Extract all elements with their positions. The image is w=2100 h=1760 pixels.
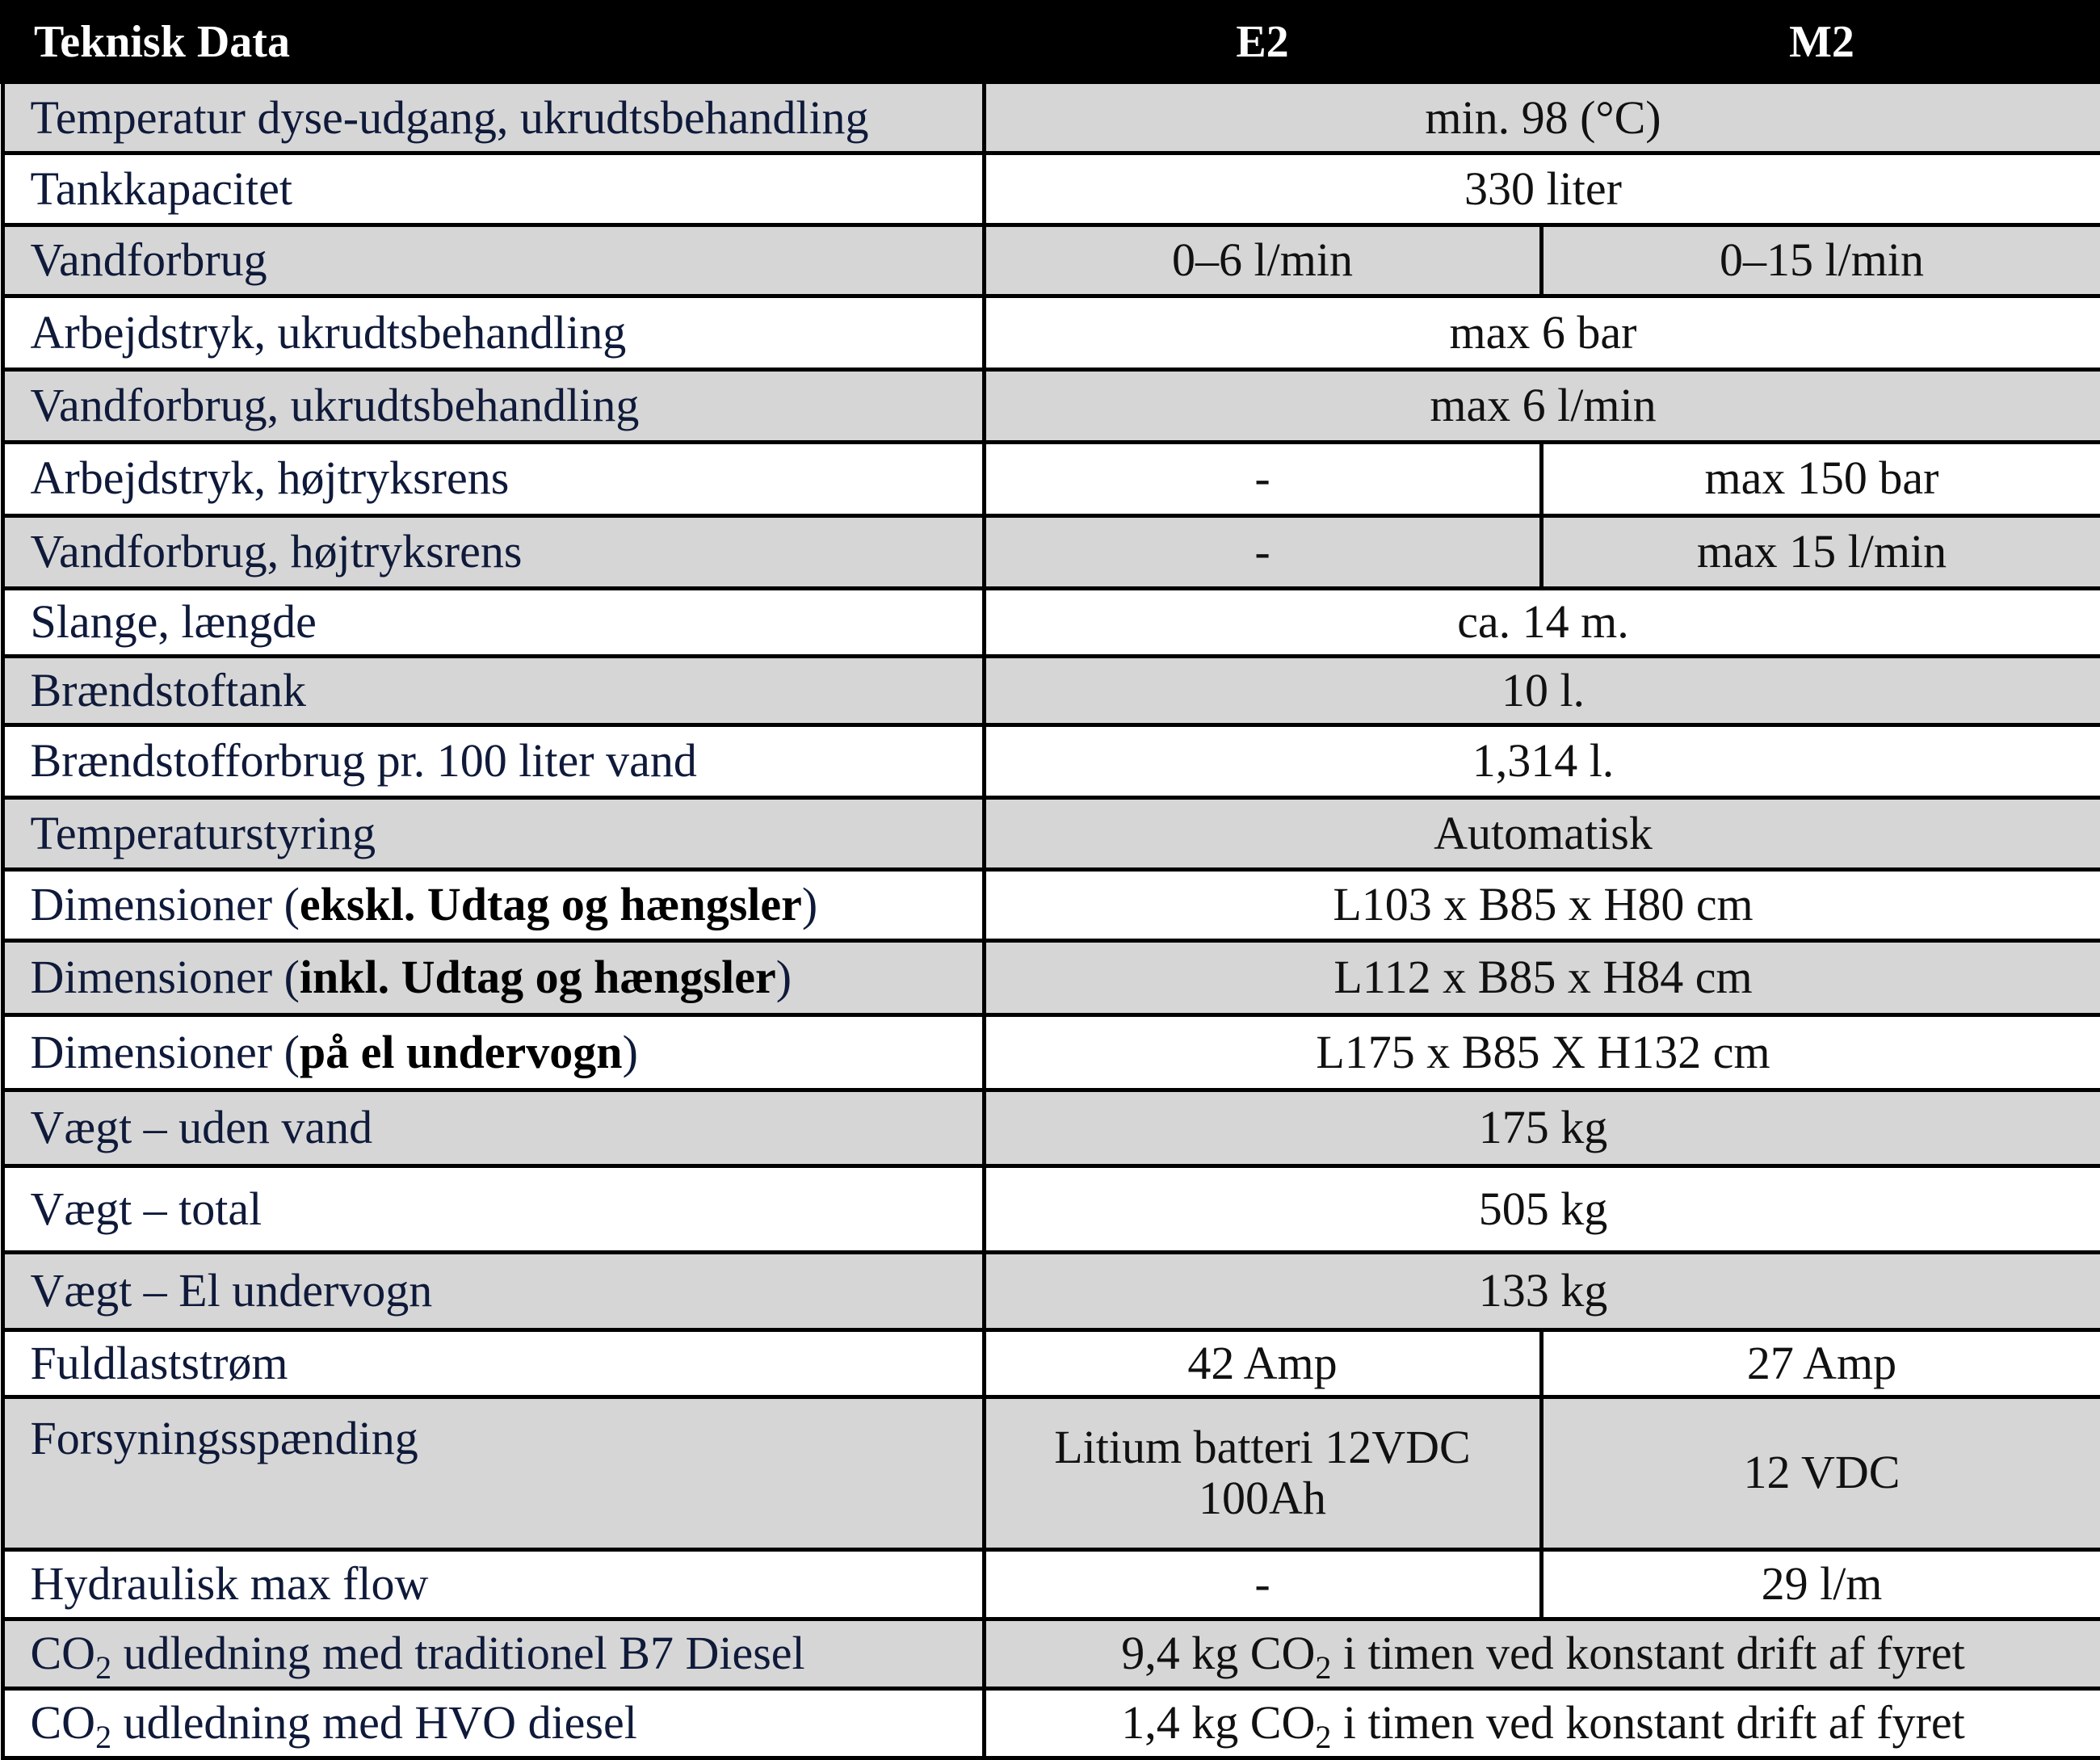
header-m2: M2 [1541,2,2100,82]
row-value: 175 kg [984,1090,2100,1166]
table-row [2,1689,2100,1758]
row-value: Automatisk [984,798,2100,869]
table-row [2,515,2100,588]
row-label: Vægt – El undervogn [2,1252,984,1329]
row-value-e2: 0–6 l/min [984,225,1541,296]
table-row [2,153,2100,225]
row-label: Forsyningsspænding [2,1397,984,1549]
row-label: Vandforbrug, højtryksrens [2,515,984,588]
row-label: Temperatur dyse-udgang, ukrudtsbehandling [2,82,984,153]
row-value-e2: 42 Amp [984,1330,1541,1397]
row-value: min. 98 (°C) [984,82,2100,153]
table-row [2,725,2100,797]
row-value-e2: - [984,443,1541,515]
row-value: L103 x B85 x H80 cm [984,869,2100,940]
table-row [2,225,2100,296]
row-label: Tankkapacitet [2,153,984,225]
table-row [2,1166,2100,1253]
row-value: 1,4 kg $CO_2$ i timen ved konstant drift af fyret [984,1689,2100,1758]
table-row [2,798,2100,869]
row-label: Vandforbrug, ukrudtsbehandling [2,369,984,442]
table-row [2,443,2100,515]
row-label: Arbejdstryk, ukrudtsbehandling [2,296,984,369]
table-row [2,1330,2100,1397]
row-label: Fuldlaststrøm [2,1330,984,1397]
header-row [2,2,2100,82]
header-teknisk-data: Teknisk Data [2,2,984,82]
row-label: Brændstofforbrug pr. 100 liter vand [2,725,984,797]
row-label: Temperaturstyring [2,798,984,869]
row-value-m2: 12 VDC [1541,1397,2100,1549]
row-value: 330 liter [984,153,2100,225]
row-value: ca. 14 m. [984,588,2100,656]
row-value: L175 x B85 X H132 cm [984,1015,2100,1090]
row-label: Dimensioner (inkl. Udtag og hængsler) [2,941,984,1015]
row-label: Dimensioner (ekskl. Udtag og hængsler) [2,869,984,940]
table-row [2,82,2100,153]
row-value-m2: max 15 l/min [1541,515,2100,588]
row-value: 9,4 kg $CO_2$ i timen ved konstant drift af fyret [984,1619,2100,1688]
table-row [2,588,2100,656]
row-value-m2: 0–15 l/min [1541,225,2100,296]
row-label: Vandforbrug [2,225,984,296]
table-row [2,369,2100,442]
row-value: 505 kg [984,1166,2100,1253]
row-value-e2-line1: Litium batteri 12VDC [1054,1421,1471,1473]
table-row [2,1015,2100,1090]
row-value-e2: - [984,1549,1541,1619]
row-value-m2: 29 l/m [1541,1549,2100,1619]
table-row [2,296,2100,369]
table-row [2,941,2100,1015]
table-row [2,1619,2100,1688]
row-label: $CO_2$ udledning med HVO diesel [2,1689,984,1758]
row-value: 133 kg [984,1252,2100,1329]
row-label: Slange, længde [2,588,984,656]
row-label: $CO_2$ udledning med traditionel B7 Diesel [2,1619,984,1688]
table-row [2,1090,2100,1166]
row-value-m2: max 150 bar [1541,443,2100,515]
row-value: max 6 l/min [984,369,2100,442]
table-row [2,1549,2100,1619]
table-row [2,869,2100,940]
header-e2: E2 [984,2,1541,82]
row-value: max 6 bar [984,296,2100,369]
row-value-e2: - [984,515,1541,588]
row-value-e2-line2: 100Ah [1199,1471,1326,1524]
row-value: L112 x B85 x H84 cm [984,941,2100,1015]
row-value: 10 l. [984,657,2100,725]
table-row [2,1397,2100,1549]
row-label: Hydraulisk max flow [2,1549,984,1619]
row-label: Vægt – uden vand [2,1090,984,1166]
table-row [2,657,2100,725]
row-value-e2 [984,1397,1541,1549]
row-value-m2: 27 Amp [1541,1330,2100,1397]
table-row [2,1252,2100,1329]
row-label: Dimensioner (på el undervogn) [2,1015,984,1090]
row-label: Vægt – total [2,1166,984,1253]
row-label: Arbejdstryk, højtryksrens [2,443,984,515]
row-label: Brændstoftank [2,657,984,725]
row-value: 1,314 l. [984,725,2100,797]
